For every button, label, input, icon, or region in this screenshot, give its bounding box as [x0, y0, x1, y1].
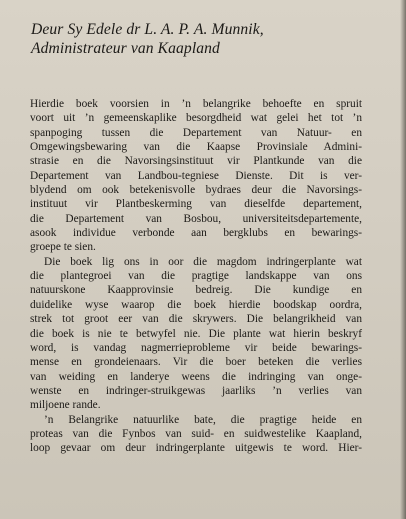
paragraph-3 — [30, 413, 362, 456]
text-line: die Departement van Bosbou, universiteitsdepartemente, — [30, 212, 362, 225]
text-line: die plantegroei van die pragtige landskappe van ons — [30, 270, 362, 283]
text-line: van weiding en landerye weens die indringing van onge- — [30, 370, 362, 383]
text-line: word, is vandag nagmerrieprobleme vir beide bewarings- — [30, 341, 362, 354]
dedication-line-1: Deur Sy Edele dr L. A. P. A. Munnik, — [31, 21, 264, 38]
text-line: blydend om ook betekenisvolle bydraes deur die Navorsings- — [30, 184, 362, 197]
dedication-heading — [31, 20, 391, 58]
text-line: voort uit ’n gemeenskaplike besorgdheid wat gelei het tot ’n — [30, 112, 362, 125]
text-line: Departement van Landbou-tegniese Dienste. Dit is ver- — [30, 169, 362, 182]
text-line: strek tot groot eer van die skrywers. Die belangrikheid van — [30, 313, 362, 326]
text-line: spanpoging tussen die Departement van Natuur- en — [30, 126, 362, 139]
paragraph-1 — [30, 97, 362, 255]
text-line: mense en grondeienaars. Vir die boer beteken die verlies — [30, 356, 362, 369]
text-line: ’n Belangrike natuurlike bate, die pragtige heide en — [44, 413, 362, 426]
text-line: die boek is nie te betwyfel nie. Die plante wat hierin beskryf — [30, 327, 362, 340]
text-line: proteas van die Fynbos van suid- en suidwestelike Kaapland, — [30, 427, 362, 440]
paragraph-2 — [30, 255, 362, 413]
text-line: miljoene rande. — [30, 399, 101, 412]
text-line: asook individue verbonde aan bergklubs en bewarings- — [30, 227, 362, 240]
text-line: duidelike wyse waarop die boek hierdie boodskap oordra, — [30, 298, 362, 311]
dedication-line-2: Administrateur van Kaapland — [31, 40, 220, 57]
text-line: Omgewingsbewaring van die Kaapse Provinsiale Admini- — [30, 141, 362, 154]
text-line: natuurskone Kaapprovinsie bedreig. Die kundige en — [30, 284, 362, 297]
text-line: loop gevaar om deur indringerplante uitgewis te word. Hier- — [30, 442, 362, 455]
text-line: groepe te sien. — [30, 241, 96, 254]
text-line: instituut vir Plantbeskerming van dieselfde departement, — [30, 198, 362, 211]
text-line: wenste en indringer-struikgewas jaarliks ’n verlies van — [30, 384, 362, 397]
text-line: strasie en die Navorsingsinstituut vir Plantkunde van die — [30, 155, 362, 168]
text-line: Die boek lig ons in oor die magdom indringerplante wat — [44, 255, 362, 268]
body-text — [30, 97, 362, 456]
text-line: Hierdie boek voorsien in ’n belangrike behoefte en spruit — [30, 98, 362, 110]
